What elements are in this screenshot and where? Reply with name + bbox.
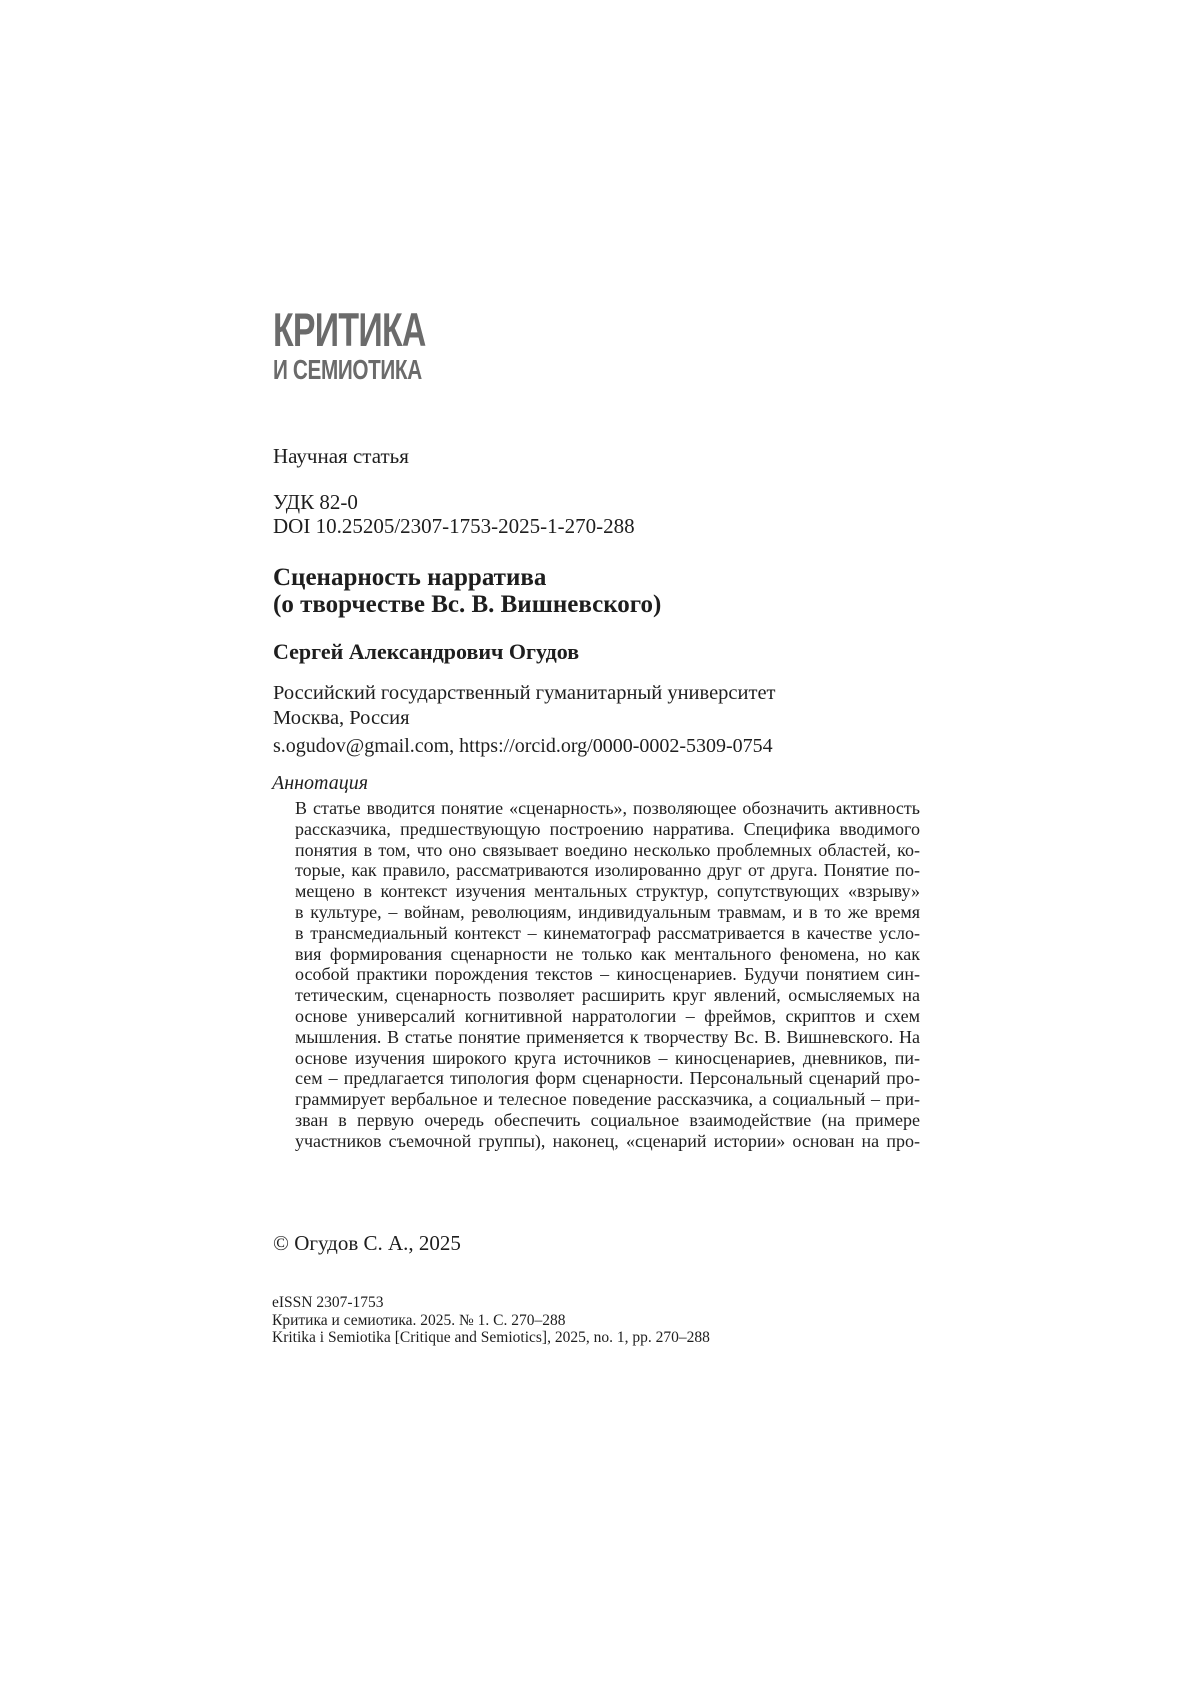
abstract-line: вия формирования сценарности не только как ментального феномена, но как: [295, 943, 920, 964]
article-identifiers: [273, 490, 635, 538]
abstract-line: основе универсалий когнитивной нарратологии – фреймов, скриптов и схем: [295, 1005, 920, 1026]
author-affiliation: [273, 681, 776, 730]
doi-line: DOI 10.25205/2307-1753-2025-1-270-288: [273, 514, 635, 538]
abstract-line: участников съемочной группы), наконец, «сценарий истории» основан на про-: [295, 1130, 920, 1151]
citation-en-line: Kritika i Semiotika [Critique and Semiotics], 2025, no. 1, pp. 270–288: [272, 1329, 710, 1347]
abstract-line: тетическим, сценарность позволяет расширить круг явлений, осмысляемых на: [295, 985, 920, 1006]
abstract-line: сем – предлагается типология форм сценарности. Персональный сценарий про-: [295, 1068, 920, 1089]
abstract-line: особой практики порождения текстов – киносценариев. Будучи понятием син-: [295, 964, 920, 985]
abstract-line: торые, как правило, рассматриваются изолированно друг от друга. Понятие по-: [295, 860, 920, 881]
udc-line: УДК 82-0: [273, 490, 358, 514]
abstract-line: мышления. В статье понятие применяется к творчеству Вс. В. Вишневского. На: [295, 1026, 920, 1047]
journal-logo: [273, 303, 485, 385]
article-title: [273, 564, 661, 618]
abstract-line: В статье вводится понятие «сценарность», позволяющее обозначить активность: [295, 798, 920, 818]
abstract-line: мещено в контекст изучения ментальных структур, сопутствующих «взрыву»: [295, 881, 920, 902]
footer-citation-block: [272, 1294, 710, 1347]
journal-logo-line1: КРИТИКА: [273, 303, 426, 356]
abstract-heading: Аннотация: [272, 772, 369, 794]
eissn-line: eISSN 2307-1753: [272, 1294, 384, 1311]
affiliation-line: Российский государственный гуманитарный университет: [273, 682, 776, 704]
copyright-line: © Огудов С. А., 2025: [273, 1231, 461, 1255]
author-contacts: s.ogudov@gmail.com, https://orcid.org/0000-0002-5309-0754: [273, 735, 773, 757]
author-name: Сергей Александрович Огудов: [273, 639, 580, 664]
city-country-line: Москва, Россия: [273, 706, 410, 729]
abstract-line: основе изучения широкого круга источников – киносценариев, дневников, пи-: [295, 1047, 920, 1068]
article-title-line1: Сценарность нарратива: [273, 564, 547, 591]
citation-ru-line: Критика и семиотика. 2025. № 1. С. 270–288: [272, 1311, 566, 1329]
abstract-line: понятия в том, что оно связывает воедино несколько проблемных областей, ко-: [295, 839, 920, 860]
journal-logo-line2: И СЕМИОТИКА: [273, 354, 422, 385]
abstract-line: в трансмедиальный контекст – кинематограф рассматривается в качестве усло-: [295, 922, 920, 943]
abstract-line: рассказчика, предшествующую построению нарратива. Специфика вводимого: [295, 818, 920, 839]
article-type-label: Научная статья: [273, 444, 409, 468]
abstract-line: в культуре, – войнам, революциям, индивидуальным травмам, и в то же время: [295, 901, 920, 922]
article-title-line2: (о творчестве Вс. В. Вишневского): [273, 591, 662, 618]
abstract-body: [295, 798, 920, 1152]
abstract-line: зван в первую очередь обеспечить социальное взаимодействие (на примере: [295, 1109, 920, 1130]
abstract-line: граммирует вербальное и телесное поведение рассказчика, а социальный – при-: [295, 1089, 920, 1110]
